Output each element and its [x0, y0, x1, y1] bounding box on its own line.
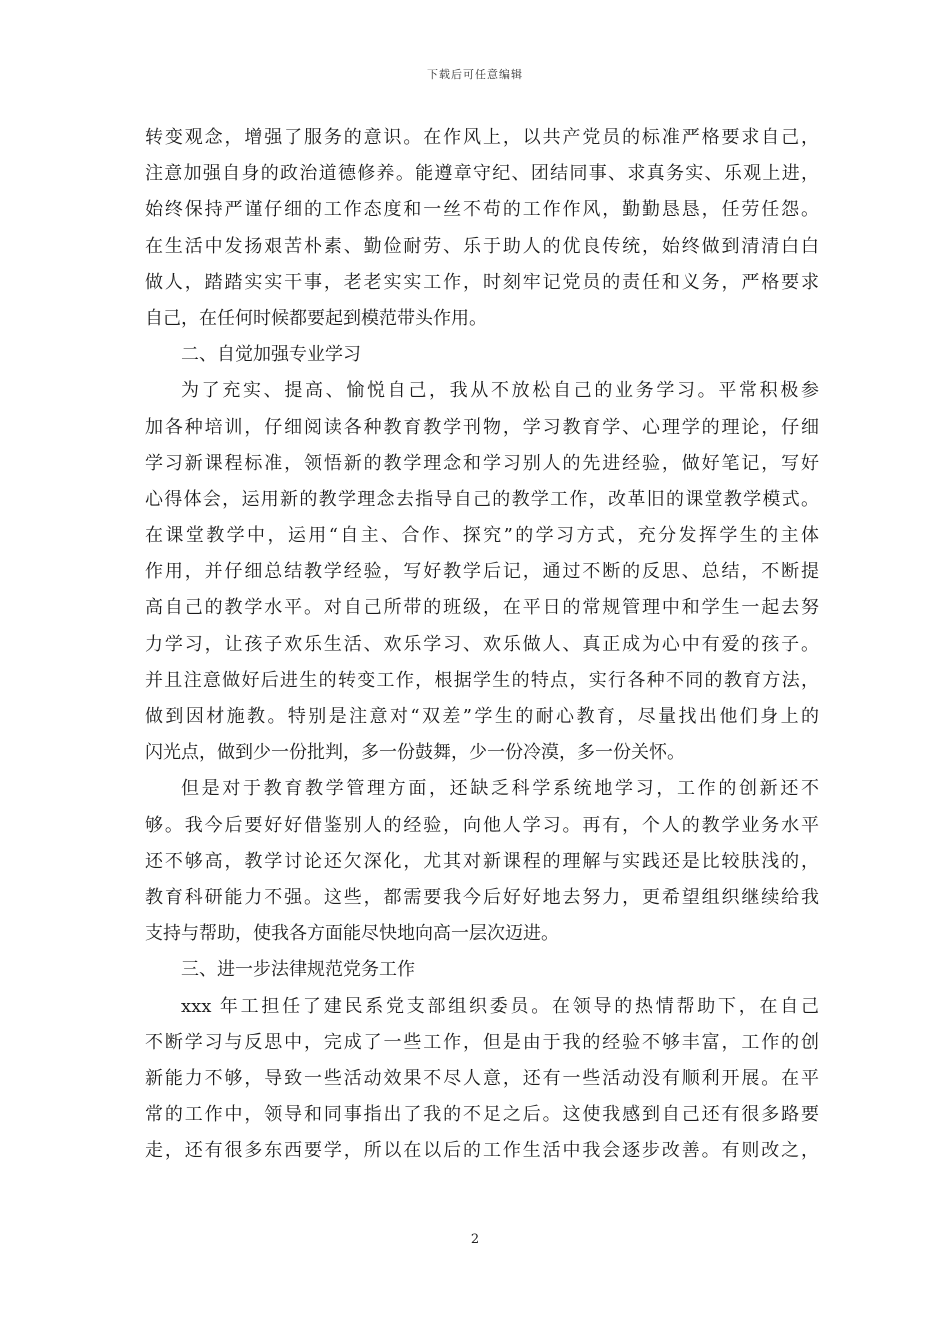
- text-line: 加各种培训，仔细阅读各种教育教学刊物，学习教育学、心理学的理论，仔细: [145, 416, 819, 438]
- text-line: 做人，踏踏实实干事，老老实实工作，时刻牢记党员的责任和义务，严格要求: [145, 271, 819, 293]
- text-line: 高自己的教学水平。对自己所带的班级，在平日的常规管理中和学生一起去努: [145, 597, 819, 619]
- page-number: 2: [470, 1232, 480, 1247]
- text-line: 新能力不够，导致一些活动效果不尽人意，还有一些活动没有顺利开展。在平: [145, 1067, 819, 1089]
- text-line: 够。我今后要好好借鉴别人的经验，向他人学习。再有，个人的教学业务水平: [145, 814, 819, 836]
- text-line: 教育科研能力不强。这些，都需要我今后好好地去努力，更希望组织继续给我: [145, 886, 819, 908]
- text-line: 走，还有很多东西要学，所以在以后的工作生活中我会逐步改善。有则改之，: [145, 1140, 819, 1162]
- text-line: 心得体会，运用新的教学理念去指导自己的教学工作，改革旧的课堂教学模式。: [145, 488, 819, 510]
- text-line: 并且注意做好后进生的转变工作，根据学生的特点，实行各种不同的教育方法，: [145, 669, 819, 691]
- text-line: xxx 年工担任了建民系党支部组织委员。在领导的热情帮助下，在自己: [181, 995, 819, 1017]
- text-line: 闪光点，做到少一份批判，多一份鼓舞，少一份冷漠，多一份关怀。: [145, 742, 685, 764]
- text-line: 转变观念，增强了服务的意识。在作风上，以共产党员的标准严格要求自己，: [145, 127, 819, 148]
- text-line: 还不够高，教学讨论还欠深化，尤其对新课程的理解与实践还是比较肤浅的，: [145, 850, 819, 872]
- text-line: 力学习，让孩子欢乐生活、欢乐学习、欢乐做人、真正成为心中有爱的孩子。: [145, 633, 819, 655]
- text-line: 在课堂教学中，运用“自主、合作、探究”的学习方式，充分发挥学生的主体: [145, 525, 819, 547]
- document-body: [145, 120, 819, 1169]
- section-heading: 二、自觉加强专业学习: [181, 344, 361, 366]
- text-line: 作用，并仔细总结教学经验，写好教学后记，通过不断的反思、总结，不断提: [145, 561, 819, 583]
- text-line: 始终保持严谨仔细的工作态度和一丝不苟的工作作风，勤勤恳恳，任劳任怨。: [145, 199, 819, 221]
- text-line: 在生活中发扬艰苦朴素、勤俭耐劳、乐于助人的优良传统，始终做到清清白白: [145, 235, 819, 257]
- text-line: 做到因材施教。特别是注意对“双差”学生的耐心教育，尽量找出他们身上的: [145, 706, 819, 727]
- section-heading: 三、进一步法律规范党务工作: [181, 959, 415, 981]
- text-line: 不断学习与反思中，完成了一些工作，但是由于我的经验不够丰富，工作的创: [145, 1031, 819, 1053]
- text-line: 为了充实、提高、愉悦自己，我从不放松自己的业务学习。平常积极参: [181, 380, 819, 402]
- text-line: 自己，在任何时候都要起到模范带头作用。: [145, 307, 487, 329]
- page-header: 下载后可任意编辑: [427, 68, 523, 81]
- text-line: 但是对于教育教学管理方面，还缺乏科学系统地学习，工作的创新还不: [181, 778, 819, 800]
- text-line: 常的工作中，领导和同事指出了我的不足之后。这使我感到自己还有很多路要: [145, 1104, 819, 1126]
- text-line: 学习新课程标准，领悟新的教学理念和学习别人的先进经验，做好笔记，写好: [145, 452, 819, 474]
- text-line: 注意加强自身的政治道德修养。能遵章守纪、团结同事、求真务实、乐观上进，: [145, 163, 819, 185]
- text-line: 支持与帮助，使我各方面能尽快地向高一层次迈进。: [145, 923, 559, 945]
